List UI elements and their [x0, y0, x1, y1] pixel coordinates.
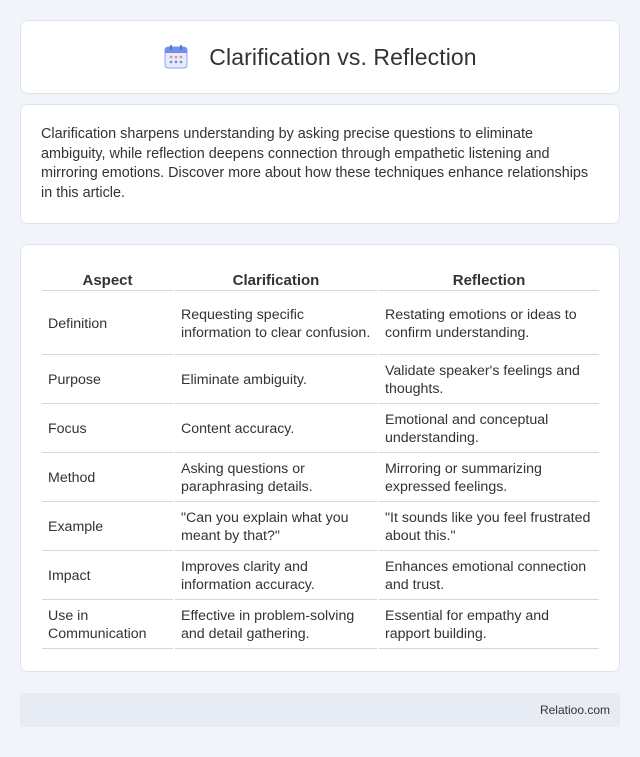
- page-title: Clarification vs. Reflection: [209, 43, 477, 70]
- aspect-cell: Example: [42, 504, 173, 551]
- aspect-cell: Impact: [42, 553, 173, 600]
- header-clarification: Clarification: [175, 267, 377, 291]
- reflection-cell: "It sounds like you feel frustrated about this.": [379, 504, 599, 551]
- title-card: [20, 20, 620, 94]
- reflection-cell: Mirroring or summarizing expressed feelings.: [379, 455, 599, 502]
- table-row: [42, 553, 599, 600]
- reflection-cell: Emotional and conceptual understanding.: [379, 406, 599, 453]
- comparison-table: [40, 265, 601, 651]
- header-aspect: Aspect: [42, 267, 173, 291]
- footer-brand: Relatioo.com: [539, 703, 610, 717]
- reflection-cell: Enhances emotional connection and trust.: [379, 553, 599, 600]
- aspect-cell: Method: [42, 455, 173, 502]
- table-row: [42, 357, 599, 404]
- table-row: [42, 455, 599, 502]
- reflection-cell: Restating emotions or ideas to confirm understanding.: [379, 293, 599, 355]
- aspect-cell: Focus: [42, 406, 173, 453]
- reflection-cell: Validate speaker's feelings and thoughts.: [379, 357, 599, 404]
- header-reflection: Reflection: [379, 267, 599, 291]
- clarification-cell: Asking questions or paraphrasing details.: [175, 455, 377, 502]
- title-wrap: [163, 44, 476, 71]
- reflection-cell: Essential for empathy and rapport building.: [379, 602, 599, 649]
- aspect-cell: Use in Communication: [42, 602, 173, 649]
- table-row: [42, 293, 599, 355]
- clarification-cell: Effective in problem-solving and detail gathering.: [175, 602, 377, 649]
- footer: [20, 693, 620, 727]
- table-header-row: [42, 267, 599, 291]
- aspect-cell: Definition: [42, 293, 173, 355]
- table-card: [20, 244, 620, 672]
- aspect-cell: Purpose: [42, 357, 173, 404]
- intro-text: Clarification sharpens understanding by asking precise questions to eliminate ambiguity, while reflection deepens connection through empathetic listening and mirroring emotions. Discover more about how these techniques enhance relationships in this article.: [41, 126, 589, 201]
- table-row: [42, 406, 599, 453]
- clarification-cell: Eliminate ambiguity.: [175, 357, 377, 404]
- calendar-icon: [163, 44, 189, 70]
- intro-card: [20, 104, 620, 224]
- clarification-cell: Improves clarity and information accuracy.: [175, 553, 377, 600]
- clarification-cell: "Can you explain what you meant by that?": [175, 504, 377, 551]
- clarification-cell: Requesting specific information to clear confusion.: [175, 293, 377, 355]
- table-row: [42, 504, 599, 551]
- clarification-cell: Content accuracy.: [175, 406, 377, 453]
- table-row: [42, 602, 599, 649]
